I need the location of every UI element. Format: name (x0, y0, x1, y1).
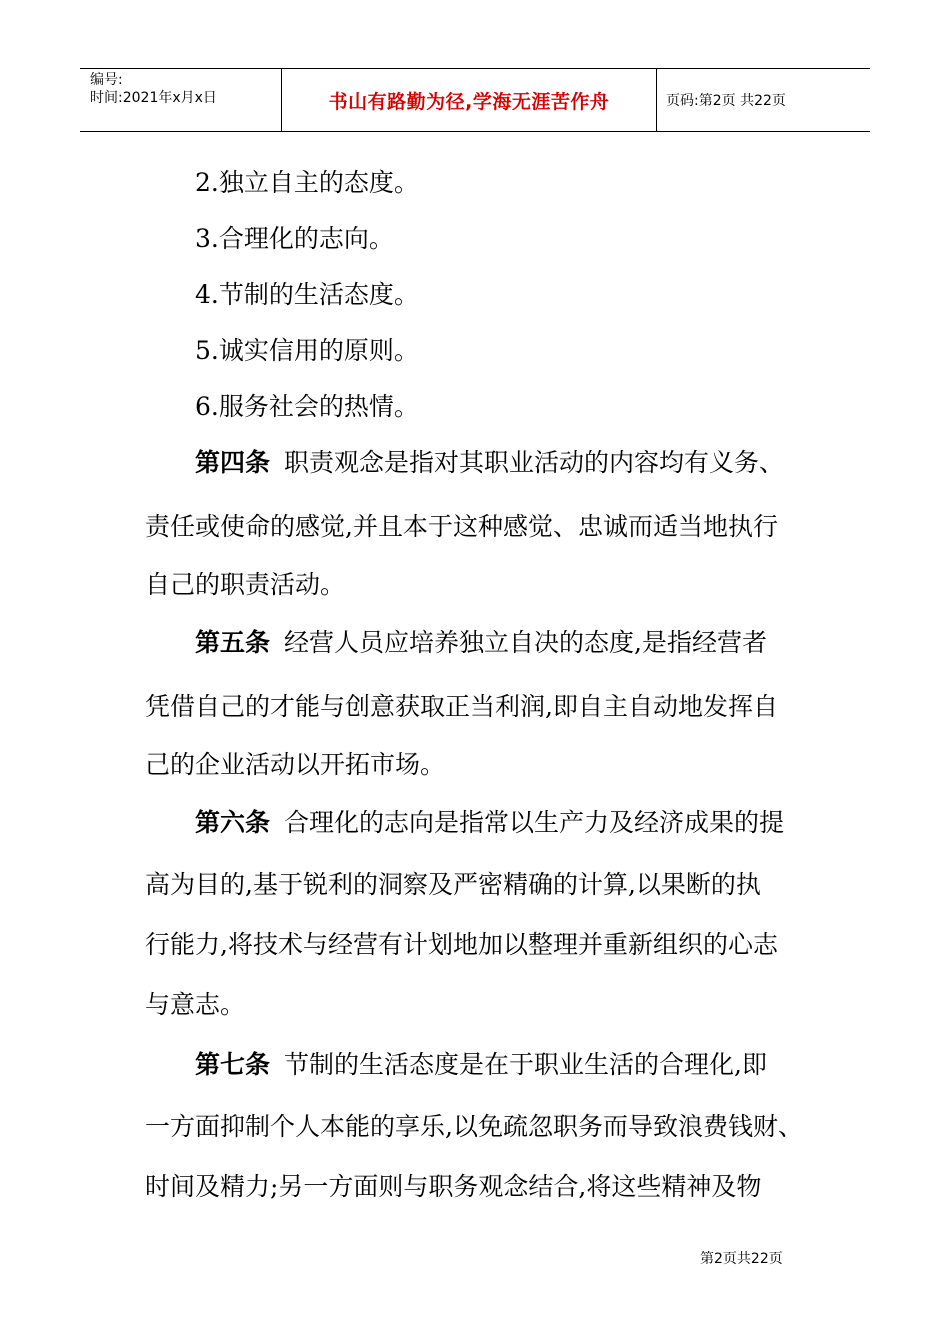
list-item: 4.节制的生活态度。 (195, 280, 419, 309)
article-line: 一方面抑制个人本能的享乐,以免疏忽职务而导致浪费钱财、 (145, 1112, 803, 1141)
article-text: 节制的生活态度是在于职业生活的合理化,即 (284, 1050, 767, 1079)
article-text: 合理化的志向是指常以生产力及经济成果的提 (284, 808, 785, 837)
article-text: 职责观念是指对其职业活动的内容均有义务、 (284, 448, 785, 477)
list-item: 6.服务社会的热情。 (195, 392, 419, 421)
list-item: 3.合理化的志向。 (195, 224, 394, 253)
header-motto-cell (281, 69, 657, 131)
header-motto: 书山有路勤为径,学海无涯苦作舟 (328, 90, 610, 113)
serial-label: 编号: (90, 72, 123, 88)
article-label: 第六条 (195, 808, 271, 837)
time-label: 时间:2021年x月x日 (90, 90, 217, 106)
article-first-line (195, 806, 875, 840)
list-item: 2.独立自主的态度。 (195, 168, 419, 197)
article-line: 与意志。 (145, 990, 246, 1019)
header-page-cell (656, 69, 870, 131)
header-meta (80, 69, 281, 131)
article-line: 时间及精力;另一方面则与职务观念结合,将这些精神及物 (145, 1172, 762, 1201)
article-first-line (195, 1048, 875, 1082)
page-header (80, 68, 870, 132)
article-line: 责任或使命的感觉,并且本于这种感觉、忠诚而适当地执行 (145, 512, 778, 541)
article-line: 高为目的,基于锐利的洞察及严密精确的计算,以果断的执 (145, 870, 761, 899)
article-first-line (195, 626, 875, 660)
article-line: 凭借自己的才能与创意获取正当利润,即自主自动地发挥自 (145, 692, 778, 721)
article-label: 第五条 (195, 628, 271, 657)
article-label: 第四条 (195, 448, 271, 477)
article-text: 经营人员应培养独立自决的态度,是指经营者 (284, 628, 767, 657)
article-line: 行能力,将技术与经营有计划地加以整理并重新组织的心志 (145, 930, 778, 959)
article-line: 己的企业活动以开拓市场。 (145, 750, 446, 779)
article-first-line (195, 446, 875, 480)
article-label: 第七条 (195, 1050, 271, 1079)
list-item: 5.诚实信用的原则。 (195, 336, 419, 365)
article-line: 自己的职责活动。 (145, 570, 346, 599)
header-page-info: 页码:第2页 共22页 (666, 93, 786, 109)
page-footer: 第2页共22页 (700, 1251, 783, 1267)
